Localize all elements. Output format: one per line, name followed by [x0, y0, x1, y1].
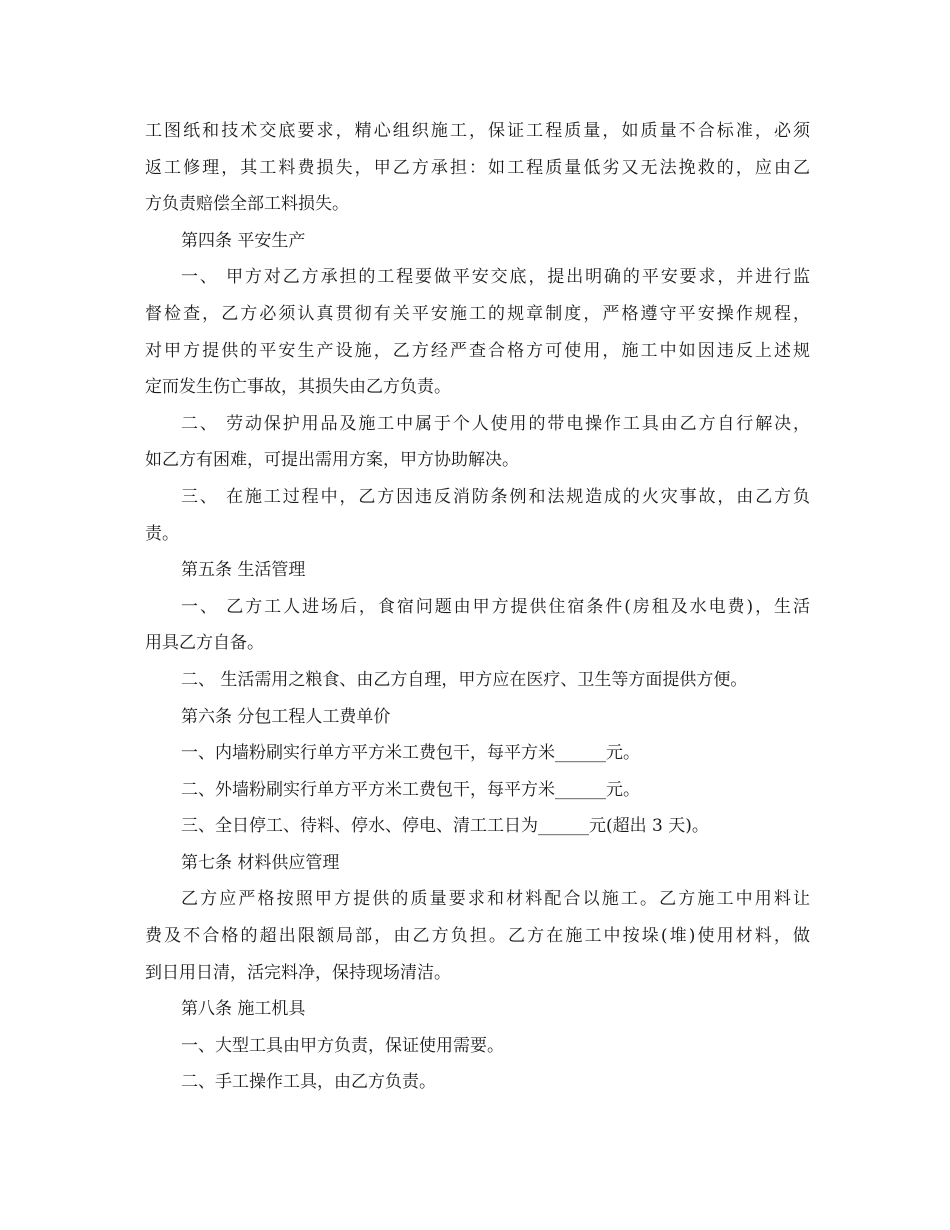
paragraph-line: 返工修理，其工料费损失，甲乙方承担：如工程质量低劣又无法挽救的，应由乙	[145, 157, 810, 178]
paragraph-line: 一、 乙方工人进场后，食宿问题由甲方提供住宿条件(房租及水电费)，生活	[181, 596, 810, 617]
paragraph-line: 三、全日停工、待料、停水、停电、清工工日为______元(超出 3 天)。	[181, 816, 709, 837]
paragraph-line: 到日用日清，活完料净，保持现场清洁。	[145, 962, 451, 983]
paragraph-line: 一、 甲方对乙方承担的工程要做平安交底，提出明确的平安要求，并进行监	[181, 267, 810, 288]
paragraph-line: 二、 劳动保护用品及施工中属于个人使用的带电操作工具由乙方自行解决，	[181, 413, 810, 434]
section-heading-4: 第四条 平安生产	[181, 230, 306, 251]
paragraph-line: 用具乙方自备。	[145, 633, 264, 654]
document-body	[145, 113, 810, 1101]
paragraph-line: 督检查，乙方必须认真贯彻有关平安施工的规章制度，严格遵守平安操作规程，	[145, 303, 810, 324]
paragraph-line: 二、 生活需用之粮食、由乙方自理，甲方应在医疗、卫生等方面提供方便。	[181, 669, 748, 690]
paragraph-line: 费及不合格的超出限额局部，由乙方负担。乙方在施工中按垛(堆)使用材料，做	[145, 926, 810, 947]
section-heading-7: 第七条 材料供应管理	[181, 852, 340, 873]
paragraph-line: 责。	[145, 523, 179, 544]
paragraph-line: 乙方应严格按照甲方提供的质量要求和材料配合以施工。乙方施工中用料让	[181, 889, 810, 910]
paragraph-line: 定而发生伤亡事故，其损失由乙方负责。	[145, 377, 451, 398]
section-heading-8: 第八条 施工机具	[181, 999, 306, 1020]
paragraph-line: 二、手工操作工具，由乙方负责。	[181, 1072, 436, 1093]
paragraph-line: 二、外墙粉刷实行单方平方米工费包干，每平方米______元。	[181, 779, 640, 800]
paragraph-line: 方负责赔偿全部工料损失。	[145, 194, 349, 215]
paragraph-line: 一、内墙粉刷实行单方平方米工费包干，每平方米______元。	[181, 743, 640, 764]
paragraph-line: 对甲方提供的平安生产设施，乙方经严查合格方可使用，施工中如因违反上述规	[145, 340, 810, 361]
paragraph-line: 一、大型工具由甲方负责，保证使用需要。	[181, 1035, 504, 1056]
section-heading-6: 第六条 分包工程人工费单价	[181, 706, 391, 727]
paragraph-line: 三、 在施工过程中，乙方因违反消防条例和法规造成的火灾事故，由乙方负	[181, 486, 810, 507]
paragraph-line: 如乙方有困难，可提出需用方案，甲方协助解决。	[145, 450, 519, 471]
section-heading-5: 第五条 生活管理	[181, 560, 306, 581]
paragraph-line: 工图纸和技术交底要求，精心组织施工，保证工程质量，如质量不合标准，必须	[145, 121, 810, 141]
